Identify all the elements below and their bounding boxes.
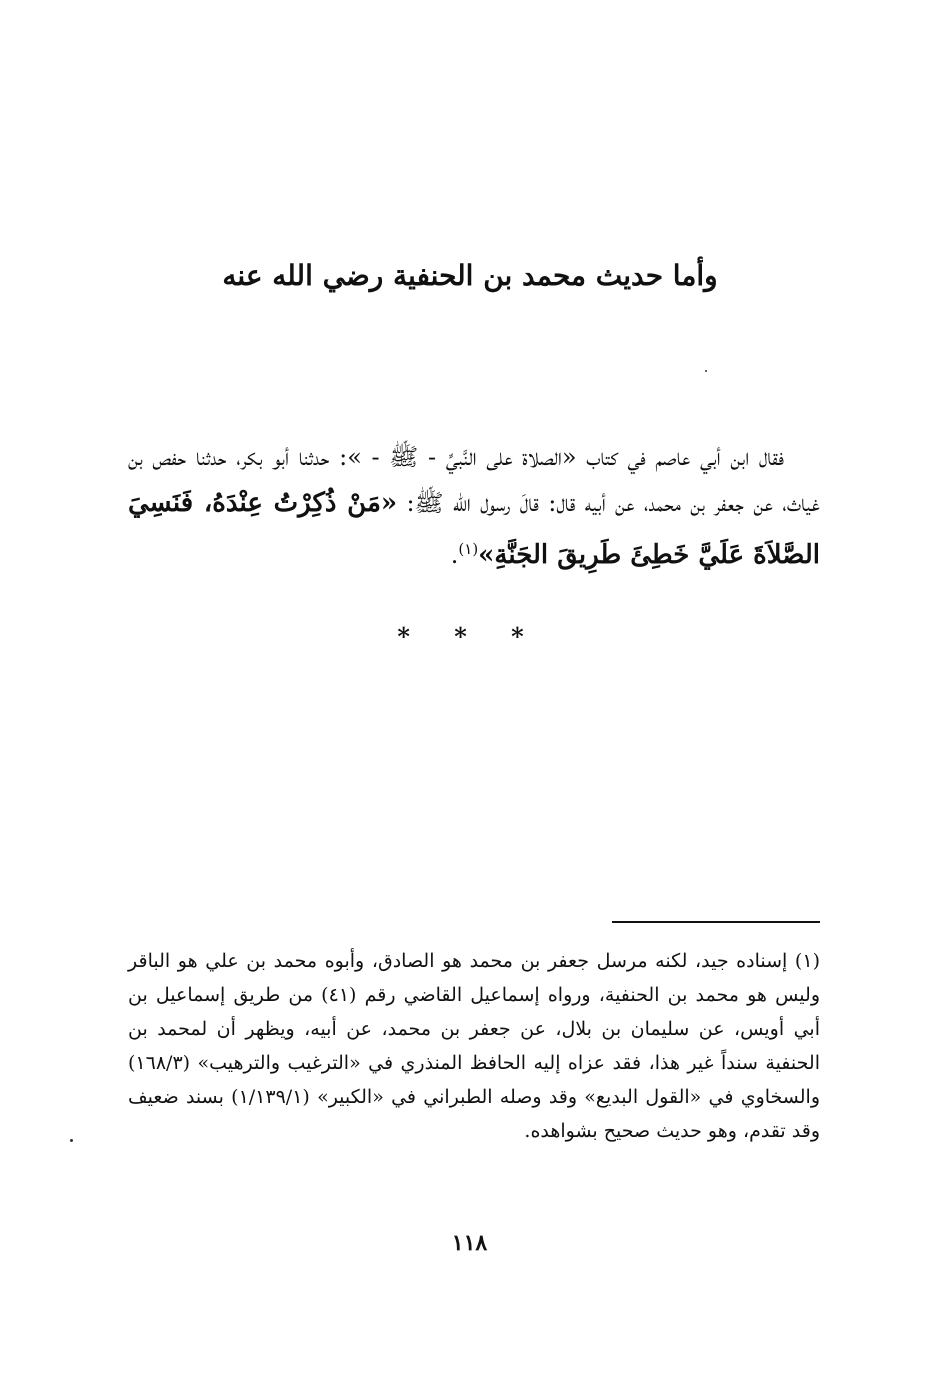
scan-speck — [70, 1139, 73, 1142]
section-heading: وأما حديث محمد بن الحنفية رضي الله عنه — [222, 259, 718, 292]
footnote-reference: (١) — [458, 540, 479, 558]
hadith-quote: «مَنْ ذُكِرْتُ عِنْدَهُ، فَنَسِيَ الصَّلاَةَ عَلَيَّ خَطِئَ طَرِيقَ الجَنَّةِ» — [128, 488, 820, 570]
hadith-paragraph — [128, 434, 820, 578]
isnad-text: فقال ابن أبي عاصم في كتاب «الصلاة على النَّبيِّ - ﷺ - »: حدثنا أبو بكر، حدثنا حفص بن غياث، عن جعفر بن محمد، عن أبيه قال: قالَ رسول الله ﷺ: — [128, 443, 820, 517]
footnotes-block — [128, 944, 820, 1148]
asterisk-separator: * * * — [397, 622, 542, 651]
footnote-1: (١) إسناده جيد، لكنه مرسل جعفر بن محمد هو الصادق، وأبوه محمد بن علي هو الباقر وليس هو محمد بن الحنفية، ورواه إسماعيل القاضي رقم (٤١) من طريق إسماعيل بن أبي أويس، عن سليمان بن بلال، عن جعفر بن محمد، عن أبيه، ويظهر أن لمحمد بن الحنفية سنداً غير هذا، فقد عزاه إليه الحافظ المنذري في «الترغيب والترهيب» (١٦٨/٣) والسخاوي في «القول البديع» وقد وصله الطبراني في «الكبير» (١/١٣٩/١) بسند ضعيف وقد تقدم، وهو حديث صحيح بشواهده. — [128, 950, 821, 1142]
body-paragraph — [128, 434, 820, 578]
sentence-end: . — [450, 541, 459, 569]
page-number: ١١٨ — [451, 1230, 488, 1256]
footnote-divider — [612, 921, 820, 923]
scan-speck — [705, 370, 707, 372]
